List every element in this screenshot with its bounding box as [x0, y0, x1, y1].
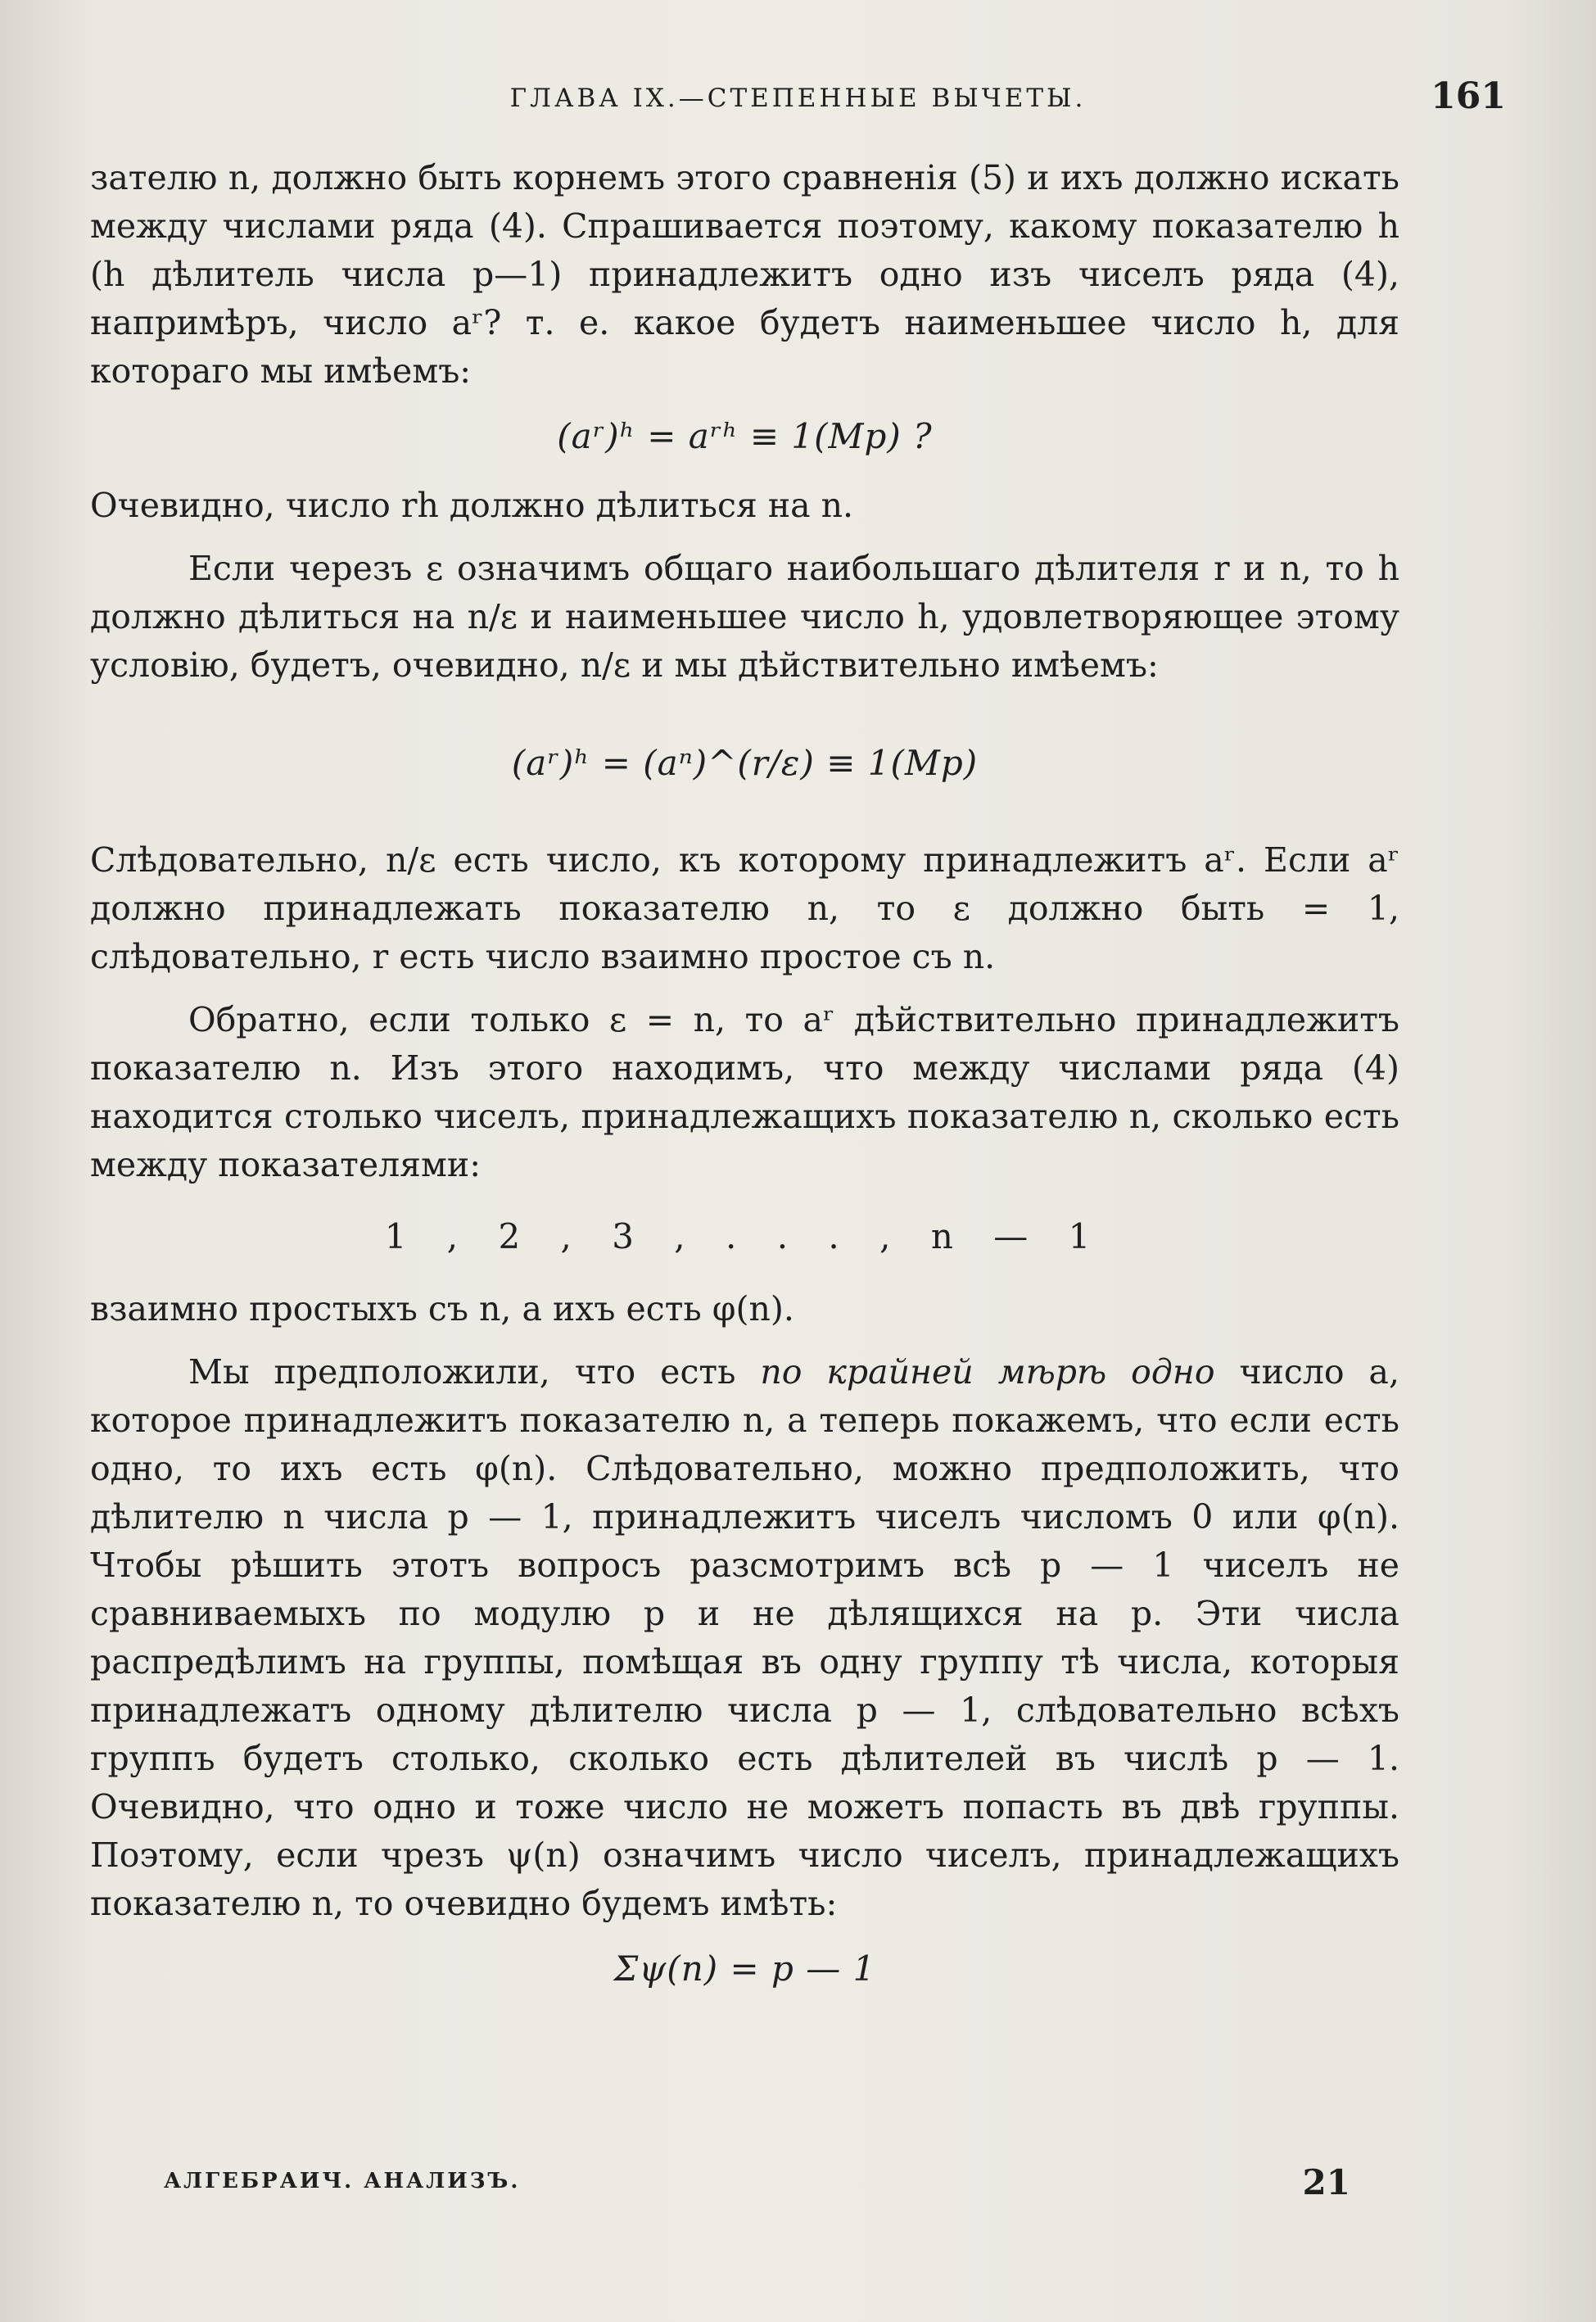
paragraph: Если черезъ ε означимъ общаго наибольшаго дѣлителя r и n, то h должно дѣлиться на n/ε и наименьшее число h, удовлетворяющее этому условію, будетъ, очевидно, n/ε и мы дѣйствительно имѣемъ: [90, 549, 1399, 685]
paragraph: Очевидно, число rh должно дѣлиться на n. [90, 486, 854, 525]
formula: Σψ(n) = p — 1 [613, 1949, 876, 1989]
text-run: Мы предположили, что есть [188, 1352, 761, 1392]
formula: (aʳ)ʰ = (aⁿ)^(r/ε) ≡ 1(Mp) [511, 743, 979, 783]
emphasis: по крайней мѣрѣ одно [760, 1352, 1215, 1392]
formula: (aʳ)ʰ = aʳʰ ≡ 1(Mp) ? [557, 416, 933, 456]
page-footer [164, 2162, 1350, 2211]
running-head: ГЛАВА IX.—СТЕПЕННЫЕ ВЫЧЕТЫ. [509, 84, 1087, 113]
page-header [90, 75, 1506, 124]
sequence: 1 , 2 , 3 , . . . , n — 1 [384, 1216, 1105, 1256]
paragraph: зателю n, должно быть корнемъ этого сравненія (5) и ихъ должно искать между числами ряда (4). Спрашивается поэтому, какому показателю h (h дѣлитель числа p—1) принадлежитъ одно изъ чиселъ ряда (4), напримѣръ, число aʳ? т. е. какое будетъ наименьшее число h, для котораго мы имѣемъ: [90, 158, 1399, 391]
page-number: 161 [1431, 75, 1506, 117]
signature-number: 21 [1302, 2162, 1350, 2202]
paragraph [90, 1348, 1399, 1928]
signature-mark: АЛГЕБРАИЧ. АНАЛИЗЪ. [164, 2169, 521, 2193]
page-body [90, 154, 1399, 2014]
paragraph: взаимно простыхъ съ n, а ихъ есть φ(n). [90, 1289, 794, 1328]
paragraph: Обратно, если только ε = n, то aʳ дѣйствительно принадлежитъ показателю n. Изъ этого находимъ, что между числами ряда (4) находится столько чиселъ, принадлежащихъ показателю n, сколько есть между показателями: [90, 1000, 1399, 1184]
text-run: число a, которое принадлежитъ показателю n, а теперь покажемъ, что если есть одно, то ихъ есть φ(n). Слѣдовательно, можно предположить, что дѣлителю n числа p — 1, принадлежитъ чиселъ числомъ 0 или φ(n). Чтобы рѣшить этотъ вопросъ разсмотримъ всѣ p — 1 чиселъ не сравниваемыхъ по модулю p и не дѣлящихся на p. Эти числа распредѣлимъ на группы, помѣщая въ одну группу тѣ числа, которыя принадлежатъ одному дѣлителю числа p — 1, слѣдовательно всѣхъ группъ будетъ столько, сколько есть дѣлителей въ числѣ p — 1. Очевидно, что одно и тоже число не можетъ попасть въ двѣ группы. Поэтому, если чрезъ ψ(n) означимъ число чиселъ, принадлежащихъ показателю n, то очевидно будемъ имѣть: [90, 1352, 1400, 1923]
paragraph: Слѣдовательно, n/ε есть число, къ которому принадлежитъ aʳ. Если aʳ должно принадлежать показателю n, то ε должно быть = 1, слѣдовательно, r есть число взаимно простое съ n. [90, 840, 1399, 976]
